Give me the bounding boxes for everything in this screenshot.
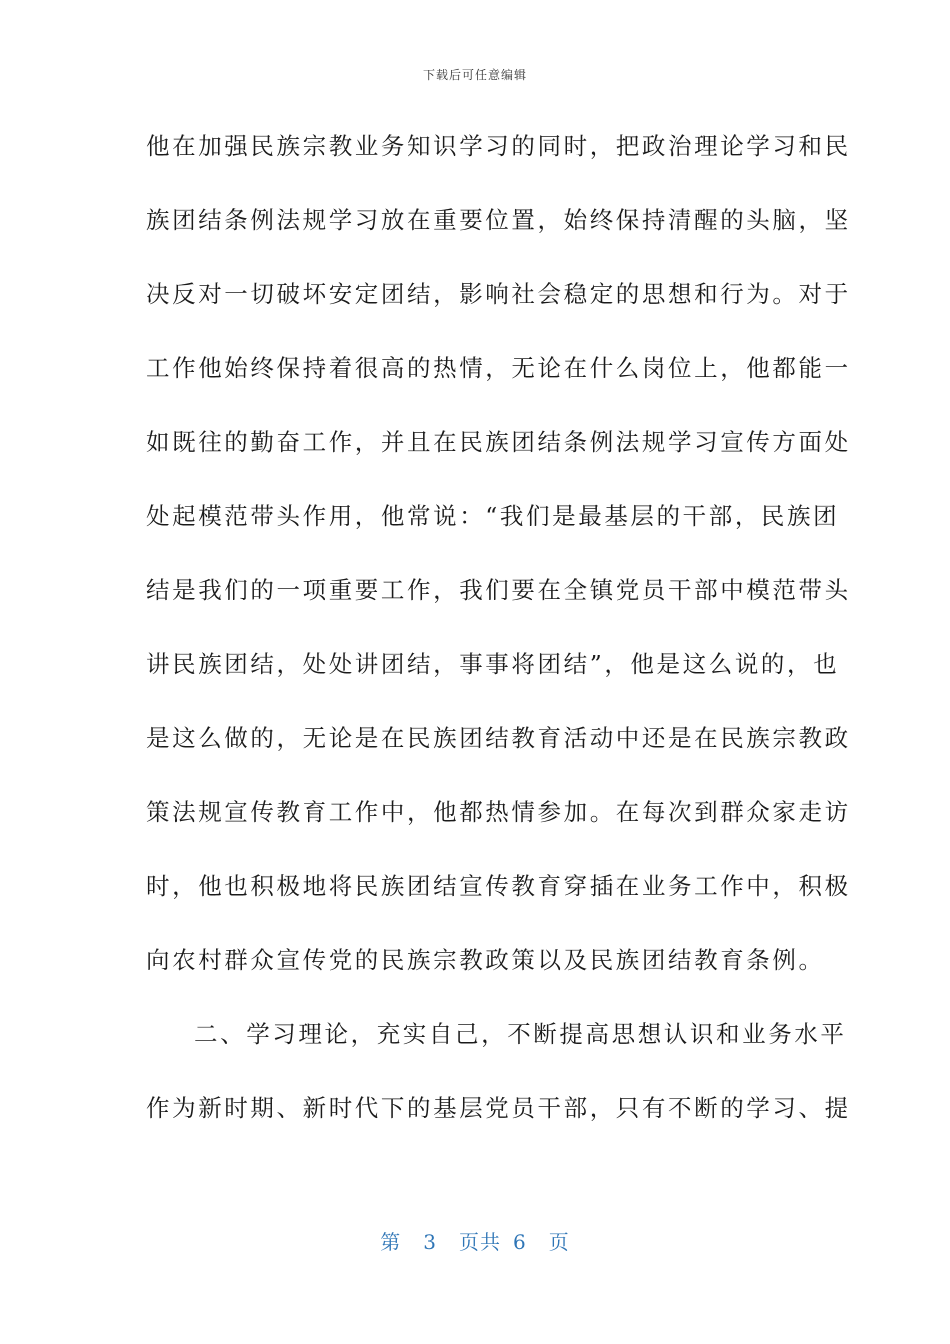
- text-line: 族团结条例法规学习放在重要位置，始终保持清醒的头脑，坚: [146, 206, 851, 234]
- text-line: 决反对一切破坏安定团结，影响社会稳定的思想和行为。对于: [146, 280, 851, 308]
- footer-prefix: 第: [380, 1230, 402, 1254]
- text-line: 时，他也积极地将民族团结宣传教育穿插在业务工作中，积极: [146, 872, 851, 900]
- text-line: 讲民族团结，处处讲团结，事事将团结”，他是这么说的，也: [146, 650, 840, 678]
- text-line: 结是我们的一项重要工作，我们要在全镇党员干部中模范带头: [146, 576, 851, 604]
- text-line: 如既往的勤奋工作，并且在民族团结条例法规学习宣传方面处: [146, 428, 851, 456]
- total-pages-number: 6: [513, 1230, 527, 1254]
- text-line: 他在加强民族宗教业务知识学习的同时，把政治理论学习和民: [146, 132, 851, 160]
- text-line: 工作他始终保持着很高的热情，无论在什么岗位上，他都能一: [146, 354, 851, 382]
- current-page-number: 3: [423, 1230, 437, 1254]
- text-line: 作为新时期、新时代下的基层党员干部，只有不断的学习、提: [146, 1094, 851, 1122]
- footer-suffix: 页: [548, 1230, 570, 1254]
- footer-middle: 页共: [459, 1230, 501, 1254]
- text-line: 处起模范带头作用，他常说：“我们是最基层的干部，民族团: [146, 502, 840, 530]
- text-line: 是这么做的，无论是在民族团结教育活动中还是在民族宗教政: [146, 724, 851, 752]
- text-line: 策法规宣传教育工作中，他都热情参加。在每次到群众家走访: [146, 798, 851, 826]
- page-footer: [0, 1226, 950, 1255]
- page-header: 下载后可任意编辑: [422, 68, 527, 82]
- section-heading: 二、学习理论，充实自己，不断提高思想认识和业务水平: [194, 1020, 847, 1048]
- text-line: 向农村群众宣传党的民族宗教政策以及民族团结教育条例。: [146, 946, 825, 974]
